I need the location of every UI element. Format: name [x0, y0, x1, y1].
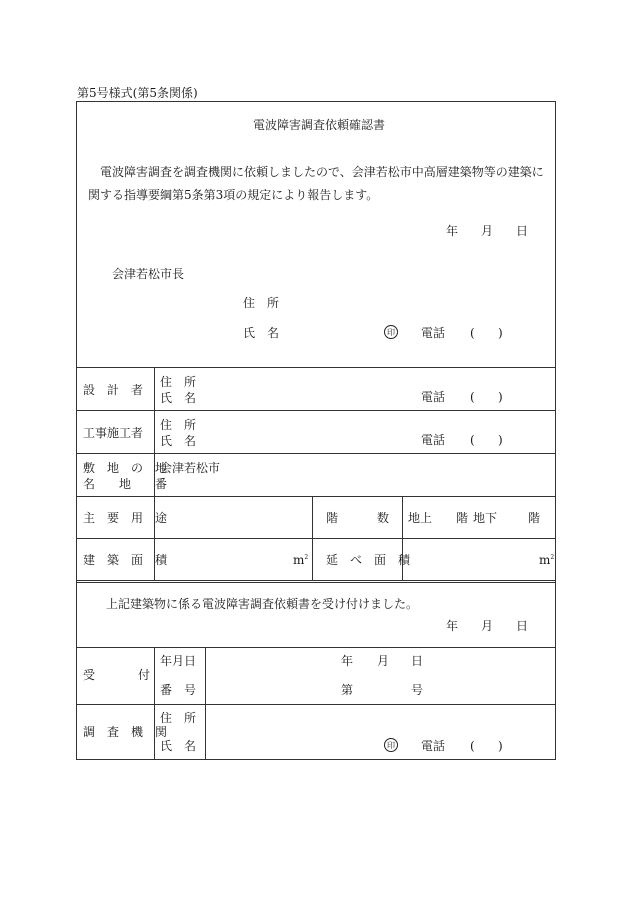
floors-below-unit: 階 [528, 511, 541, 525]
receipt-year: 年 [341, 654, 354, 668]
site-value: 会津若松市 [160, 461, 221, 475]
main-use-label: 主 要 用 途 [83, 511, 168, 525]
contractor-tel-close: ) [498, 433, 503, 447]
receipt-number-suffix: 号 [411, 683, 424, 697]
divider [77, 496, 555, 497]
floors-label-a: 階 [326, 511, 339, 525]
agency-address-label: 住 所 [160, 711, 197, 725]
form-number: 第5号様式(第5条関係) [77, 86, 198, 100]
receipt-date-label: 年月日 [160, 654, 197, 668]
addressee: 会津若松市長 [112, 267, 185, 281]
agency-tel-close: ) [498, 739, 503, 753]
divider [77, 367, 555, 368]
designer-tel-open: ( [470, 390, 475, 404]
receipt-number-prefix: 第 [341, 683, 354, 697]
receipt-label-a: 受 [83, 668, 96, 682]
divider [77, 538, 555, 539]
site-label-line-1: 敷 地 の 地 [83, 461, 168, 475]
acceptance-date-day: 日 [516, 619, 529, 633]
applicant-tel-close: ) [498, 326, 503, 340]
column-divider [312, 496, 313, 580]
designer-label: 設 計 者 [83, 383, 144, 397]
contractor-address-label: 住 所 [160, 418, 197, 432]
building-area-label: 建 築 面 積 [83, 553, 168, 567]
body-text-line-1: 電波障害調査を調査機関に依頼しましたので、会津若松市中高層建築物等の建築に [100, 165, 544, 179]
receipt-month: 月 [377, 654, 390, 668]
unit-text: m [293, 553, 305, 567]
divider [77, 704, 555, 705]
total-area-unit [539, 554, 554, 566]
site-label-line-2: 名 地 番 [83, 477, 168, 491]
receipt-label-b: 付 [138, 668, 151, 682]
unit-superscript: 2 [304, 554, 309, 561]
agency-tel-label: 電話 [421, 739, 446, 753]
floors-label-b: 数 [377, 511, 390, 525]
column-divider [205, 647, 206, 759]
designer-tel-label: 電話 [421, 390, 446, 404]
body-text-line-2: 関する指導要綱第5条第3項の規定により報告します。 [88, 188, 379, 202]
unit-text: m [539, 553, 551, 567]
contractor-tel-label: 電話 [421, 433, 446, 447]
divider [77, 410, 555, 411]
designer-address-label: 住 所 [160, 375, 197, 389]
column-divider [154, 647, 155, 759]
acceptance-date-year: 年 [446, 619, 459, 633]
designer-name-label: 氏 名 [160, 391, 197, 405]
acceptance-date-month: 月 [481, 619, 494, 633]
seal-icon: 印 [384, 325, 398, 339]
divider [77, 453, 555, 454]
contractor-label: 工事施工者 [83, 426, 144, 440]
applicant-address-label: 住 所 [243, 296, 280, 310]
applicant-tel-open: ( [470, 326, 475, 340]
date-year: 年 [446, 224, 459, 238]
floors-above-unit: 階 [456, 511, 469, 525]
acceptance-text: 上記建築物に係る電波障害調査依頼書を受け付けました。 [106, 597, 419, 611]
contractor-name-label: 氏 名 [160, 434, 197, 448]
receipt-day: 日 [411, 654, 424, 668]
seal-icon: 印 [384, 738, 398, 752]
divider [77, 647, 555, 648]
applicant-name-label: 氏 名 [243, 326, 280, 340]
agency-tel-open: ( [470, 739, 475, 753]
divider [77, 580, 555, 583]
building-area-unit [293, 554, 308, 566]
date-month: 月 [481, 224, 494, 238]
floors-below-label: 地下 [473, 511, 498, 525]
agency-name-label: 氏 名 [160, 739, 197, 753]
unit-superscript: 2 [550, 554, 555, 561]
contractor-tel-open: ( [470, 433, 475, 447]
form-title: 電波障害調査依頼確認書 [253, 118, 386, 132]
designer-tel-close: ) [498, 390, 503, 404]
total-area-label: 延 べ 面 積 [326, 553, 411, 567]
date-day: 日 [516, 224, 529, 238]
form-frame [76, 101, 556, 760]
receipt-number-label: 番 号 [160, 683, 197, 697]
column-divider [402, 496, 403, 580]
floors-above-label: 地上 [408, 511, 433, 525]
agency-label: 調 査 機 関 [83, 725, 168, 739]
applicant-tel-label: 電話 [421, 326, 446, 340]
